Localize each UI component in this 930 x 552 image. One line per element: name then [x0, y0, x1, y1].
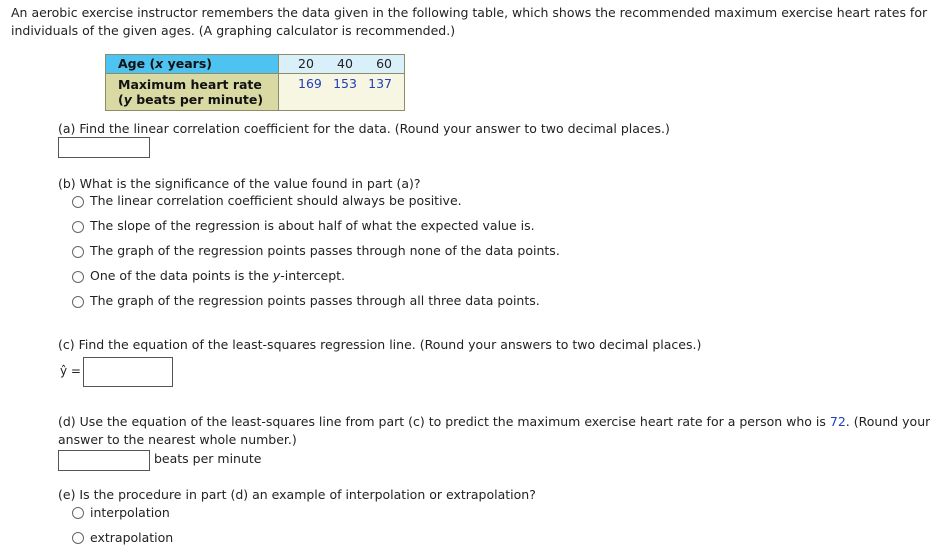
part-d-prompt: (d) Use the equation of the least-squares line from part (c) to predict the maximum exercise heart rate for a person who is 72. (Round your — [58, 414, 930, 429]
option-label: The slope of the regression is about half of what the expected value is. — [90, 218, 535, 233]
heart-rate-values — [279, 74, 405, 111]
age-72-value: 72 — [829, 414, 846, 429]
option-label: The graph of the regression points passes through all three data points. — [90, 293, 540, 308]
age-value: 20 — [298, 56, 314, 71]
heart-rate-value: 153 — [333, 76, 357, 91]
heart-rate-header: Maximum heart rate (y beats per minute) — [106, 74, 279, 111]
option-label: The graph of the regression points passes through none of the data points. — [90, 243, 560, 258]
part-a-prompt: (a) Find the linear correlation coefficient for the data. (Round your answer to two decimal places.) — [58, 121, 670, 136]
heart-rate-value: 169 — [298, 76, 322, 91]
radio-option-y-intercept[interactable] — [72, 271, 84, 283]
age-header: Age (x years) — [106, 55, 279, 74]
radio-interpolation[interactable] — [72, 507, 84, 519]
correlation-answer-input[interactable] — [58, 137, 150, 158]
radio-option-passes-all[interactable] — [72, 296, 84, 308]
part-e-prompt: (e) Is the procedure in part (d) an example of interpolation or extrapolation? — [58, 487, 536, 502]
part-c-prompt: (c) Find the equation of the least-squares regression line. (Round your answers to two decimal places.) — [58, 337, 702, 352]
age-value: 40 — [337, 56, 353, 71]
radio-option-passes-none[interactable] — [72, 246, 84, 258]
data-table — [105, 54, 405, 111]
regression-equation-input[interactable] — [83, 357, 173, 387]
option-label: One of the data points is the y-intercept. — [90, 268, 346, 283]
table-row-heart-rate — [106, 74, 405, 111]
problem-intro — [11, 4, 928, 40]
predicted-heart-rate-input[interactable] — [58, 450, 150, 471]
radio-extrapolation[interactable] — [72, 532, 84, 544]
intro-line-2: individuals of the given ages. (A graphing calculator is recommended.) — [11, 23, 456, 38]
unit-label: beats per minute — [154, 451, 262, 466]
option-label: extrapolation — [90, 530, 174, 545]
table-row-age — [106, 55, 405, 74]
yhat-label: ŷ = — [60, 364, 81, 378]
age-value: 60 — [376, 56, 392, 71]
option-label: interpolation — [90, 505, 170, 520]
intro-line-1: An aerobic exercise instructor remembers the data given in the following table, which shows the recommended maximum exercise heart rates for — [11, 5, 928, 20]
radio-option-positive[interactable] — [72, 196, 84, 208]
option-label: The linear correlation coefficient should always be positive. — [90, 193, 462, 208]
part-b-prompt: (b) What is the significance of the value found in part (a)? — [58, 176, 421, 191]
heart-rate-value: 137 — [368, 76, 392, 91]
radio-option-slope-half[interactable] — [72, 221, 84, 233]
part-d-prompt-line2: answer to the nearest whole number.) — [58, 432, 297, 447]
age-values — [279, 55, 405, 74]
